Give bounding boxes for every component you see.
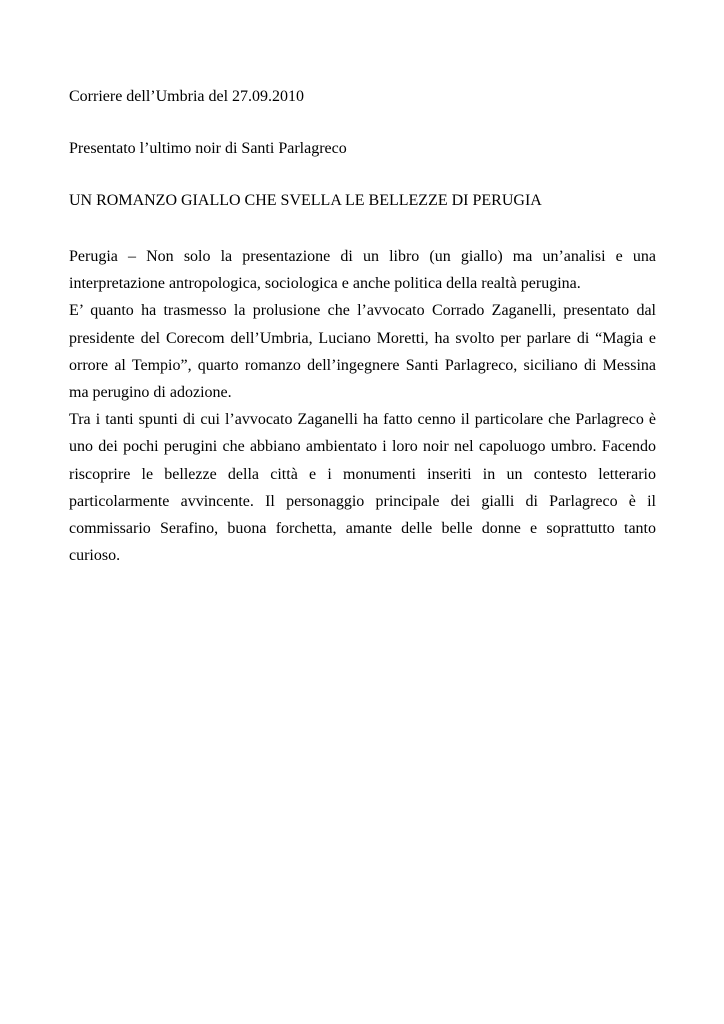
article-source: Corriere dell’Umbria del 27.09.2010 [69,88,305,105]
article-subtitle: Presentato l’ultimo noir di Santi Parlagreco [69,140,347,157]
article-body [69,87,656,569]
article-paragraph: E’ quanto ha trasmesso la prolusione che l’avvocato Corrado Zaganelli, presentato dal presidente del Corecom dell’Umbria, Luciano Moretti, ha svolto per parlare di “Magia e orrore al Tempio”, quarto romanzo dell’ingegnere Santi Parlagreco, siciliano di Messina ma perugino di adozione. [69,302,656,402]
article-paragraph: Perugia – Non solo la presentazione di un libro (un giallo) ma un’analisi e una interpretazione antropologica, sociologica e anche politica della realtà perugina. [69,248,656,293]
article-paragraph: Tra i tanti spunti di cui l’avvocato Zaganelli ha fatto cenno il particolare che Parlagreco è uno dei pochi perugini che abbiano ambientato i loro noir nel capoluogo umbro. Facendo riscoprire le bellezze della città e i monumenti inseriti in un contesto letterario particolarmente avvincente. Il personaggio principale dei gialli di Parlagreco è il commissario Serafino, buona forchetta, amante delle belle donne e soprattutto tanto curioso. [69,411,656,565]
article-headline: UN ROMANZO GIALLO CHE SVELLA LE BELLEZZE DI PERUGIA [69,192,542,209]
